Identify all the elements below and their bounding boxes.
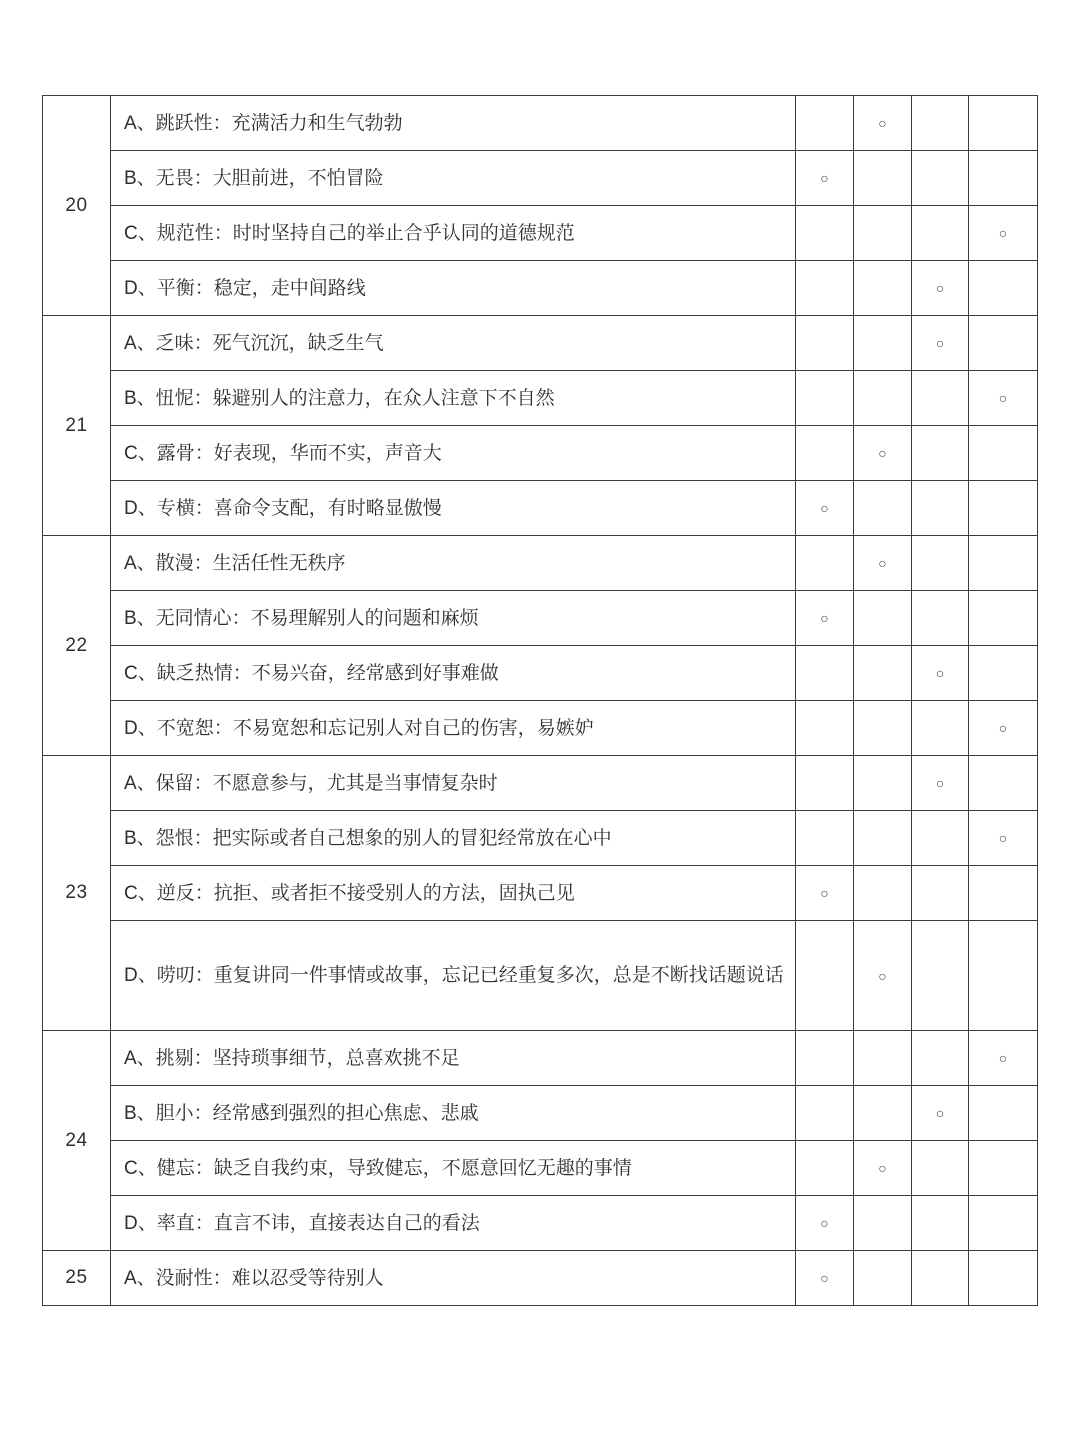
mark-cell[interactable] (969, 866, 1038, 921)
option-label: A、保留：不愿意参与，尤其是当事情复杂时 (111, 756, 796, 811)
option-row (43, 426, 1038, 481)
mark-cell[interactable] (796, 316, 854, 371)
mark-cell[interactable] (969, 1141, 1038, 1196)
selected-mark-cell[interactable] (969, 701, 1038, 756)
mark-cell[interactable] (796, 1086, 854, 1141)
mark-cell[interactable] (854, 371, 912, 426)
mark-cell[interactable] (969, 426, 1038, 481)
selected-mark-cell[interactable] (796, 1196, 854, 1251)
option-label: D、平衡：稳定，走中间路线 (111, 261, 796, 316)
mark-cell[interactable] (969, 756, 1038, 811)
option-row (43, 481, 1038, 536)
selected-mark-cell[interactable] (969, 1031, 1038, 1086)
selection-circle-icon: ○ (820, 170, 829, 186)
option-row (43, 261, 1038, 316)
mark-cell[interactable] (854, 481, 912, 536)
mark-cell[interactable] (912, 1196, 969, 1251)
selection-circle-icon: ○ (935, 665, 945, 681)
option-row (43, 756, 1038, 811)
selection-circle-icon: ○ (935, 775, 945, 791)
mark-cell[interactable] (854, 1031, 912, 1086)
question-number: 24 (43, 1031, 111, 1251)
mark-cell[interactable] (969, 1251, 1038, 1306)
mark-cell[interactable] (912, 1031, 969, 1086)
mark-cell[interactable] (912, 591, 969, 646)
selection-circle-icon: ○ (878, 555, 887, 571)
option-label: B、忸怩：躲避别人的注意力，在众人注意下不自然 (111, 371, 796, 426)
selected-mark-cell[interactable] (854, 921, 912, 1031)
option-row (43, 701, 1038, 756)
question-number: 23 (43, 756, 111, 1031)
selected-mark-cell[interactable] (854, 1141, 912, 1196)
mark-cell[interactable] (796, 536, 854, 591)
option-label: B、无畏：大胆前进，不怕冒险 (111, 151, 796, 206)
selection-circle-icon: ○ (878, 1160, 887, 1176)
mark-cell[interactable] (912, 96, 969, 151)
mark-cell[interactable] (912, 866, 969, 921)
selected-mark-cell[interactable] (912, 646, 969, 701)
mark-cell[interactable] (969, 316, 1038, 371)
option-label: A、没耐性：难以忍受等待别人 (111, 1251, 796, 1306)
mark-cell[interactable] (796, 426, 854, 481)
mark-cell[interactable] (796, 371, 854, 426)
mark-cell[interactable] (912, 206, 969, 261)
option-row (43, 371, 1038, 426)
mark-cell[interactable] (912, 811, 969, 866)
mark-cell[interactable] (969, 96, 1038, 151)
mark-cell[interactable] (912, 1141, 969, 1196)
mark-cell[interactable] (796, 811, 854, 866)
option-row (43, 151, 1038, 206)
selection-circle-icon: ○ (998, 390, 1008, 406)
option-label: B、无同情心：不易理解别人的问题和麻烦 (111, 591, 796, 646)
mark-cell[interactable] (796, 921, 854, 1031)
mark-cell[interactable] (912, 151, 969, 206)
mark-cell[interactable] (912, 371, 969, 426)
selection-circle-icon: ○ (820, 1270, 829, 1286)
mark-cell[interactable] (796, 96, 854, 151)
option-label: A、挑剔：坚持琐事细节，总喜欢挑不足 (111, 1031, 796, 1086)
question-number: 20 (43, 96, 111, 316)
selected-mark-cell[interactable] (854, 96, 912, 151)
selection-circle-icon: ○ (878, 967, 887, 984)
option-label: C、露骨：好表现，华而不实，声音大 (111, 426, 796, 481)
option-row (43, 536, 1038, 591)
questionnaire-table (42, 95, 1038, 1306)
option-label: C、逆反：抗拒、或者拒不接受别人的方法，固执己见 (111, 866, 796, 921)
mark-cell[interactable] (854, 1251, 912, 1306)
mark-cell[interactable] (912, 921, 969, 1031)
mark-cell[interactable] (912, 1251, 969, 1306)
question-number: 21 (43, 316, 111, 536)
mark-cell[interactable] (969, 921, 1038, 1031)
mark-cell[interactable] (854, 646, 912, 701)
option-row (43, 96, 1038, 151)
mark-cell[interactable] (796, 1031, 854, 1086)
option-row (43, 811, 1038, 866)
selection-circle-icon: ○ (820, 610, 829, 626)
selected-mark-cell[interactable] (796, 151, 854, 206)
option-row (43, 316, 1038, 371)
option-label: D、专横：喜命令支配，有时略显傲慢 (111, 481, 796, 536)
selected-mark-cell[interactable] (969, 206, 1038, 261)
selection-circle-icon: ○ (998, 1050, 1008, 1066)
option-label: A、跳跃性：充满活力和生气勃勃 (111, 96, 796, 151)
option-label: D、率直：直言不讳，直接表达自己的看法 (111, 1196, 796, 1251)
selected-mark-cell[interactable] (912, 261, 969, 316)
selection-circle-icon: ○ (998, 720, 1008, 736)
selection-circle-icon: ○ (820, 500, 829, 516)
mark-cell[interactable] (912, 481, 969, 536)
option-row (43, 866, 1038, 921)
question-number: 22 (43, 536, 111, 756)
selection-circle-icon: ○ (998, 830, 1008, 846)
mark-cell[interactable] (854, 756, 912, 811)
mark-cell[interactable] (969, 1196, 1038, 1251)
option-label: A、乏味：死气沉沉，缺乏生气 (111, 316, 796, 371)
mark-cell[interactable] (969, 151, 1038, 206)
option-label: B、怨恨：把实际或者自己想象的别人的冒犯经常放在心中 (111, 811, 796, 866)
mark-cell[interactable] (854, 701, 912, 756)
selected-mark-cell[interactable] (796, 866, 854, 921)
question-number: 25 (43, 1251, 111, 1306)
mark-cell[interactable] (969, 536, 1038, 591)
option-label: B、胆小：经常感到强烈的担心焦虑、悲戚 (111, 1086, 796, 1141)
mark-cell[interactable] (969, 1086, 1038, 1141)
mark-cell[interactable] (796, 261, 854, 316)
selection-circle-icon: ○ (878, 115, 887, 131)
mark-cell[interactable] (912, 536, 969, 591)
mark-cell[interactable] (854, 316, 912, 371)
option-row (43, 591, 1038, 646)
option-row (43, 1251, 1038, 1306)
selected-mark-cell[interactable] (912, 316, 969, 371)
mark-cell[interactable] (854, 1196, 912, 1251)
mark-cell[interactable] (969, 591, 1038, 646)
mark-cell[interactable] (912, 426, 969, 481)
mark-cell[interactable] (854, 206, 912, 261)
option-label: D、唠叨：重复讲同一件事情或故事，忘记已经重复多次，总是不断找话题说话 (111, 921, 796, 1031)
mark-cell[interactable] (912, 701, 969, 756)
mark-cell[interactable] (796, 646, 854, 701)
selected-mark-cell[interactable] (969, 811, 1038, 866)
option-label: C、健忘：缺乏自我约束，导致健忘，不愿意回忆无趣的事情 (111, 1141, 796, 1196)
option-row (43, 1086, 1038, 1141)
mark-cell[interactable] (854, 261, 912, 316)
selected-mark-cell[interactable] (796, 481, 854, 536)
selected-mark-cell[interactable] (854, 536, 912, 591)
option-label: C、规范性：时时坚持自己的举止合乎认同的道德规范 (111, 206, 796, 261)
selected-mark-cell[interactable] (912, 756, 969, 811)
option-row (43, 206, 1038, 261)
selected-mark-cell[interactable] (969, 371, 1038, 426)
mark-cell[interactable] (969, 261, 1038, 316)
option-row (43, 921, 1038, 1031)
selection-circle-icon: ○ (820, 1215, 829, 1231)
mark-cell[interactable] (854, 151, 912, 206)
selected-mark-cell[interactable] (796, 1251, 854, 1306)
mark-cell[interactable] (854, 811, 912, 866)
option-label: C、缺乏热情：不易兴奋，经常感到好事难做 (111, 646, 796, 701)
option-row (43, 1196, 1038, 1251)
selection-circle-icon: ○ (935, 335, 945, 351)
selection-circle-icon: ○ (878, 445, 887, 461)
mark-cell[interactable] (796, 1141, 854, 1196)
selection-circle-icon: ○ (998, 225, 1008, 241)
mark-cell[interactable] (796, 756, 854, 811)
selected-mark-cell[interactable] (912, 1086, 969, 1141)
option-row (43, 1141, 1038, 1196)
mark-cell[interactable] (854, 591, 912, 646)
selection-circle-icon: ○ (820, 885, 829, 901)
selection-circle-icon: ○ (935, 280, 945, 296)
mark-cell[interactable] (969, 481, 1038, 536)
option-row (43, 1031, 1038, 1086)
mark-cell[interactable] (854, 1086, 912, 1141)
selected-mark-cell[interactable] (796, 591, 854, 646)
mark-cell[interactable] (796, 206, 854, 261)
mark-cell[interactable] (796, 701, 854, 756)
option-label: A、散漫：生活任性无秩序 (111, 536, 796, 591)
option-row (43, 646, 1038, 701)
option-label: D、不宽恕：不易宽恕和忘记别人对自己的伤害，易嫉妒 (111, 701, 796, 756)
mark-cell[interactable] (969, 646, 1038, 701)
selection-circle-icon: ○ (935, 1105, 945, 1121)
mark-cell[interactable] (854, 866, 912, 921)
selected-mark-cell[interactable] (854, 426, 912, 481)
